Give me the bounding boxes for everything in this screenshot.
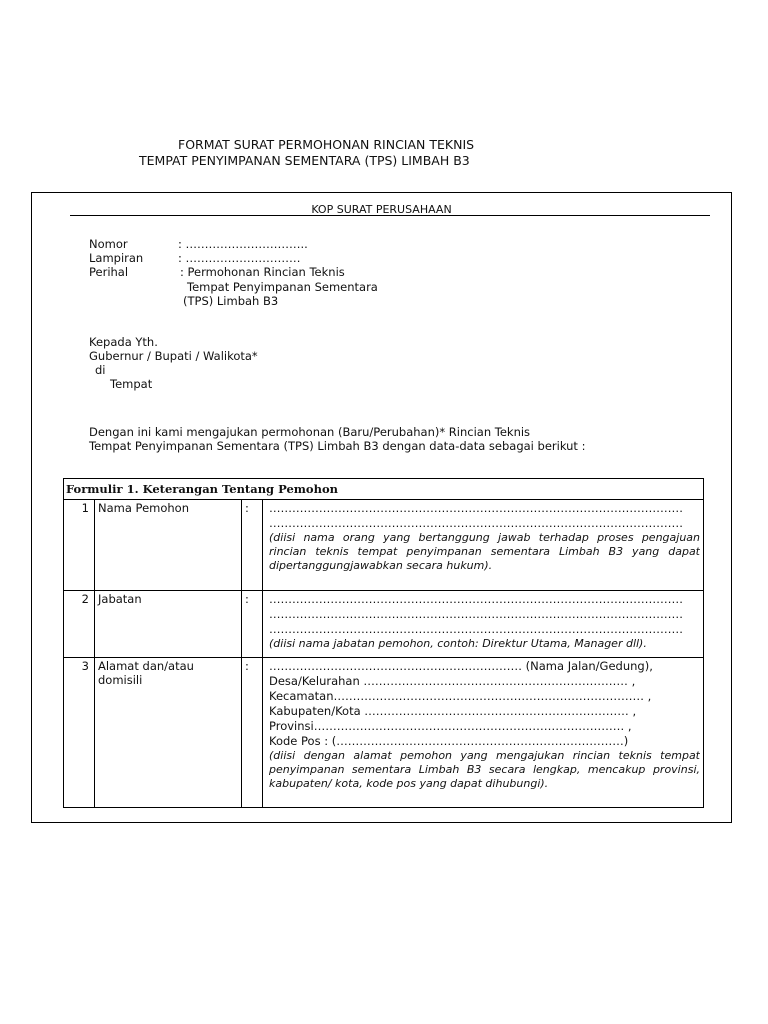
fill-line: ……………………………………………………………………………………………… <box>269 592 683 606</box>
kop-divider <box>70 215 710 216</box>
document-title-line2: TEMPAT PENYIMPANAN SEMENTARA (TPS) LIMBAH B3 <box>139 153 470 168</box>
row-value <box>263 658 704 808</box>
fill-line: ……………………………………………………………………………………………… <box>269 607 683 621</box>
fill-line: Provinsi……………………………………………………………………… , <box>269 719 632 733</box>
fill-line: Desa/Kelurahan …………………………………………………………… , <box>269 674 636 688</box>
row-value <box>263 500 704 591</box>
row-label: Alamat dan/atau domisili <box>95 658 242 808</box>
recipient-line2: Gubernur / Bupati / Walikota* <box>89 349 258 363</box>
intro-line2: Tempat Penyimpanan Sementara (TPS) Limbah B3 dengan data-data sebagai berikut : <box>89 439 586 453</box>
perihal-line1: : Permohonan Rincian Teknis <box>180 265 345 279</box>
letter-frame <box>31 192 732 823</box>
table-row <box>64 658 704 808</box>
nomor-label: Nomor <box>89 237 128 251</box>
row-number: 2 <box>64 591 95 658</box>
row-label: Nama Pemohon <box>95 500 242 591</box>
fill-line: ……………………………………………………………………………………………… <box>269 501 683 515</box>
lampiran-label: Lampiran <box>89 251 144 265</box>
row-colon: : <box>242 500 263 591</box>
row-note: (diisi dengan alamat pemohon yang mengajukan rincian teknis tempat penyimpanan sementara Limbah B3 secara lengkap, mencakup provinsi, kabupaten/ kota, kode pos yang dapat dihubungi). <box>269 749 700 790</box>
row-label: Jabatan <box>95 591 242 658</box>
row-value <box>263 591 704 658</box>
perihal-line3: (TPS) Limbah B3 <box>183 294 279 308</box>
fill-line: ……………………………………………………………………………………………… <box>269 622 683 636</box>
recipient-line1: Kepada Yth. <box>89 335 158 349</box>
lampiran-value: : ………………………… <box>178 251 301 265</box>
nomor-value: : ………………………….. <box>178 237 308 251</box>
fill-line: ………………………………………………………… (Nama Jalan/Gedung), <box>269 659 653 673</box>
perihal-label: Perihal <box>89 265 129 279</box>
row-colon: : <box>242 658 263 808</box>
row-number: 1 <box>64 500 95 591</box>
formulir-table <box>63 478 704 808</box>
intro-line1: Dengan ini kami mengajukan permohonan (Baru/Perubahan)* Rincian Teknis <box>89 425 531 439</box>
table-row <box>64 591 704 658</box>
row-note: (diisi nama orang yang bertanggung jawab terhadap proses pengajuan rincian teknis tempat penyimpanan sementara Limbah B3 yang dapat dipertanggungjawabkan secara hukum). <box>269 531 700 572</box>
row-number: 3 <box>64 658 95 808</box>
fill-line: Kecamatan……………………………………………………………………… , <box>269 689 652 703</box>
fill-line: ……………………………………………………………………………………………… <box>269 516 683 530</box>
recipient-line4: Tempat <box>110 377 153 391</box>
perihal-line2: Tempat Penyimpanan Sementara <box>187 280 378 294</box>
formulir-heading: Formulir 1. Keterangan Tentang Pemohon <box>64 479 704 500</box>
row-colon: : <box>242 591 263 658</box>
fill-line: Kode Pos : (…………………………………………………………………) <box>269 734 629 748</box>
document-title-line1: FORMAT SURAT PERMOHONAN RINCIAN TEKNIS <box>178 137 475 152</box>
row-note: (diisi nama jabatan pemohon, contoh: Direktur Utama, Manager dll). <box>269 637 647 650</box>
recipient-line3: di <box>95 363 106 377</box>
table-row <box>64 500 704 591</box>
kop-surat-label: KOP SURAT PERUSAHAAN <box>311 203 452 216</box>
fill-line: Kabupaten/Kota …………………………………………………………… , <box>269 704 637 718</box>
